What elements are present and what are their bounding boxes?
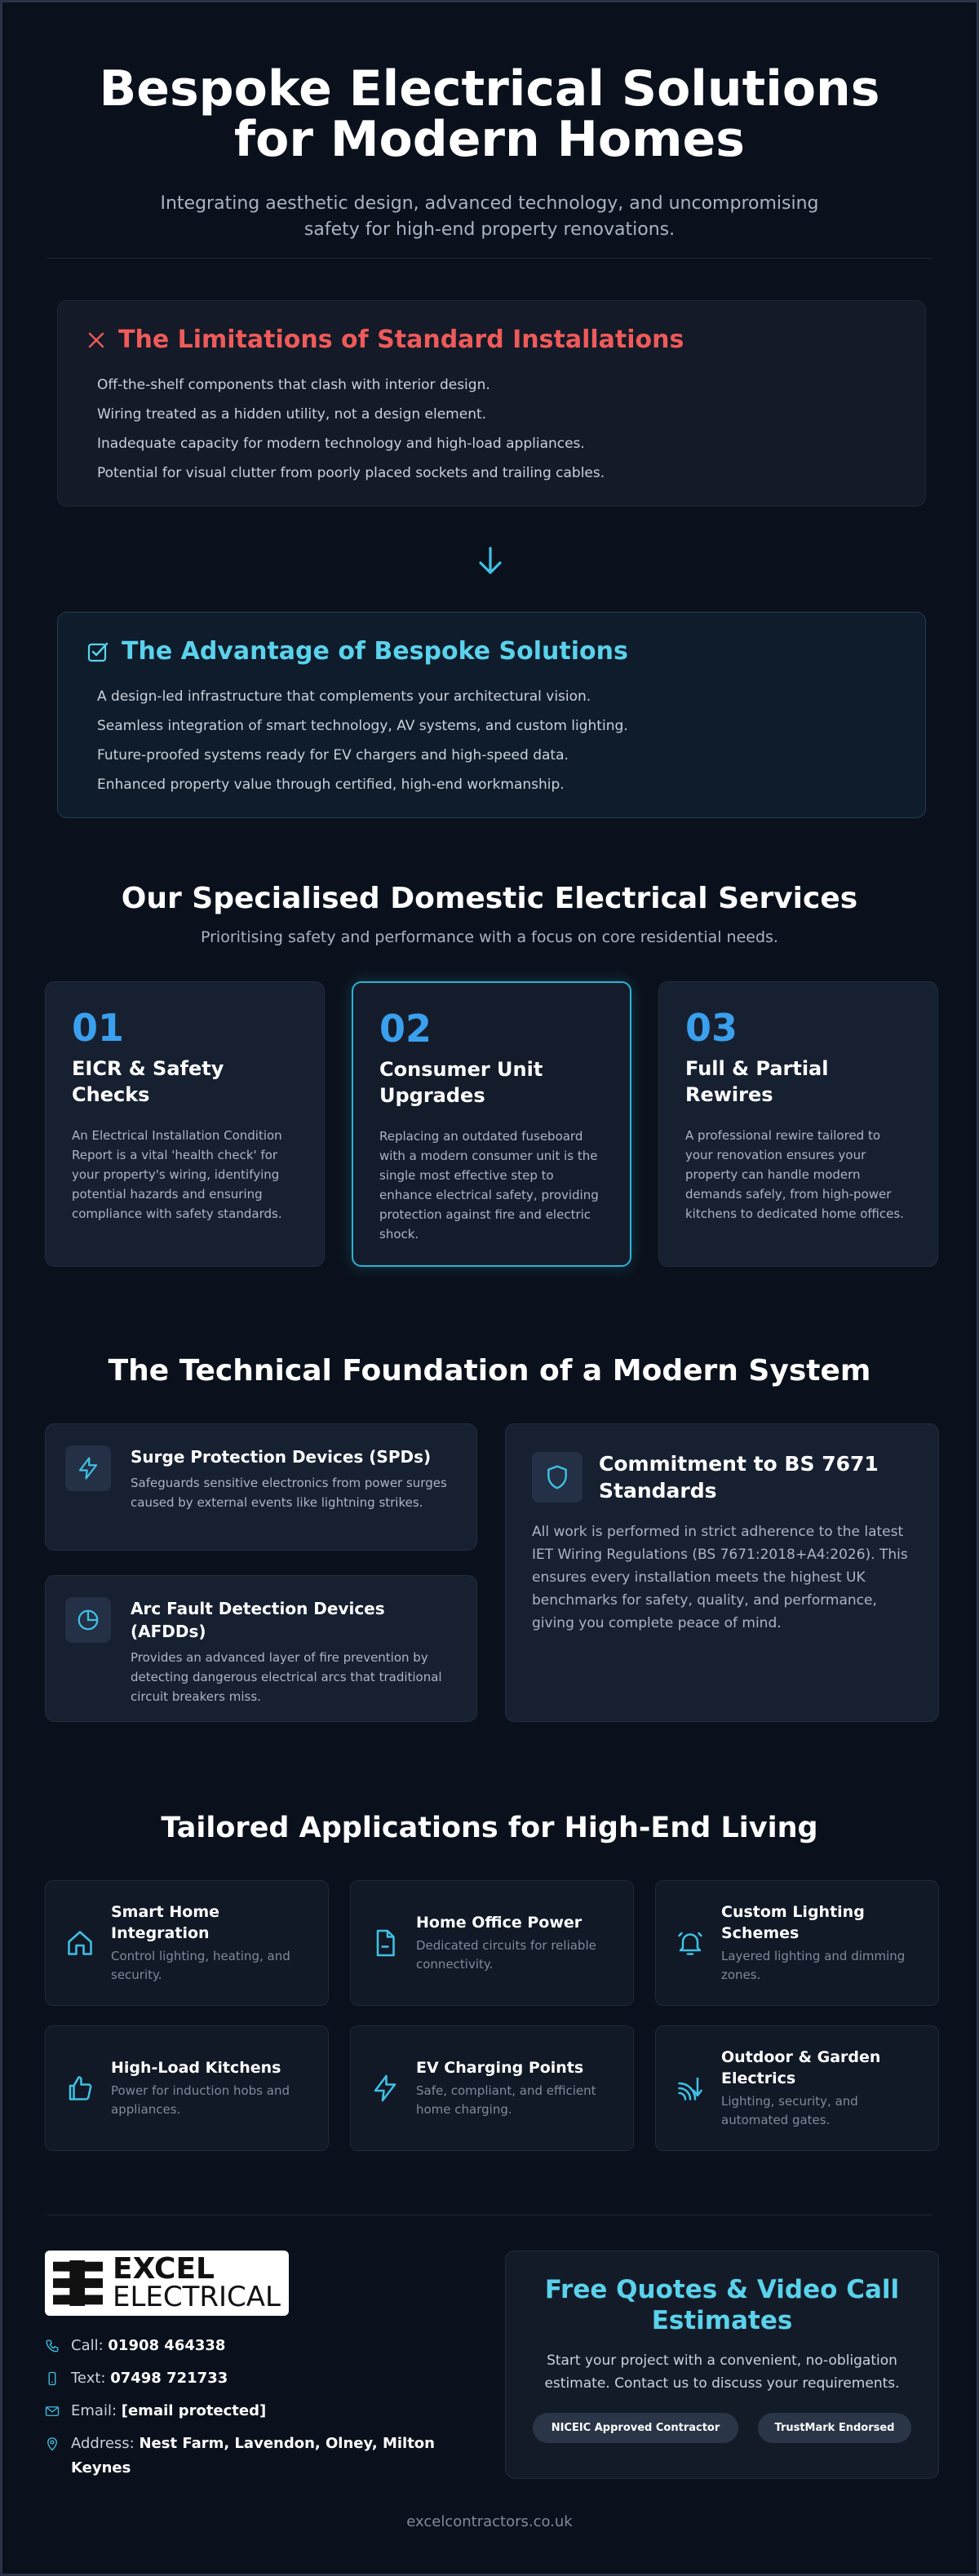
advantage-title: The Advantage of Bespoke Solutions	[122, 637, 628, 666]
spd-title: Surge Protection Devices (SPDs)	[131, 1447, 432, 1467]
afdd-title: Arc Fault Detection Devices (AFDDs)	[131, 1599, 385, 1641]
spd-description: Safeguards sensitive electronics from power surges caused by external events like lightning strikes.	[131, 1476, 447, 1510]
bs7671-card	[505, 1423, 939, 1722]
applications-heading: Tailored Applications for High-End Living	[161, 1812, 818, 1844]
service-name: Full & Partial Rewires	[685, 1057, 829, 1106]
phone-number[interactable]: 01908 464338	[108, 2337, 226, 2354]
service-description: Replacing an outdated fuseboard with a modern consumer unit is the single most effective step to enhance electrical safety, providing protection against fire and electric shock.	[379, 1129, 599, 1242]
niceic-badge: NICEIC Approved Contractor	[533, 2413, 738, 2443]
location-pin-icon	[45, 2437, 60, 2451]
bell-icon	[676, 1928, 705, 1958]
app-description: Layered lighting and dimming zones.	[721, 1949, 906, 1982]
home-icon	[65, 1928, 95, 1958]
page-subtitle: Integrating aesthetic design, advanced technology, and uncompromising safety for high-end property renovations.	[160, 193, 819, 240]
list-item: Inadequate capacity for modern technology and high-load appliances.	[97, 436, 585, 452]
app-description: Control lighting, heating, and security.	[111, 1949, 290, 1982]
quote-panel	[505, 2251, 939, 2479]
thumbs-up-icon	[65, 2074, 95, 2103]
contact-label: Email:	[71, 2402, 117, 2419]
signal-icon	[676, 2074, 705, 2103]
app-title: Smart Home Integration	[111, 1903, 220, 1942]
shield-icon	[544, 1464, 570, 1490]
afdd-card	[45, 1575, 477, 1722]
quote-title: Free Quotes & Video Call Estimates	[544, 2275, 900, 2335]
logo-text-bottom: ELECTRICAL	[112, 2281, 281, 2313]
list-item: Potential for visual clutter from poorly placed sockets and trailing cables.	[97, 465, 605, 481]
company-logo	[45, 2251, 289, 2316]
spd-card	[45, 1423, 477, 1551]
list-item: Seamless integration of smart technology, AV systems, and custom lighting.	[97, 718, 628, 734]
contact-label: Call:	[71, 2337, 104, 2354]
document-icon	[370, 1928, 400, 1958]
contact-label: Text:	[71, 2370, 106, 2387]
address: Nest Farm, Lavendon, Olney, Milton Keynes	[71, 2435, 435, 2476]
mail-icon	[45, 2404, 60, 2419]
lightning-icon	[76, 1456, 100, 1481]
app-title: EV Charging Points	[416, 2059, 584, 2077]
service-description: A professional rewire tailored to your renovation ensures your property can handle modern demands safely, from high-power kitchens to dedicated home offices.	[685, 1128, 904, 1221]
app-card-smart-home	[45, 1880, 329, 2006]
services-heading: Our Specialised Domestic Electrical Services	[121, 882, 858, 915]
app-description: Lighting, security, and automated gates.	[721, 2094, 858, 2127]
app-title: Custom Lighting Schemes	[721, 1903, 865, 1942]
contact-email[interactable]	[45, 2399, 485, 2423]
app-description: Power for induction hobs and appliances.	[111, 2083, 290, 2117]
service-name: Consumer Unit Upgrades	[379, 1058, 543, 1107]
list-item: Off-the-shelf components that clash with interior design.	[97, 377, 490, 393]
list-item: A design-led infrastructure that complements your architectural vision.	[97, 688, 591, 705]
pie-chart-icon	[76, 1608, 100, 1632]
app-description: Dedicated circuits for reliable connectivity.	[416, 1938, 596, 1972]
technical-heading: The Technical Foundation of a Modern System	[108, 1354, 871, 1388]
logo-mark-icon	[53, 2256, 103, 2310]
trustmark-badge: TrustMark Endorsed	[758, 2413, 911, 2443]
service-card-consumer-unit[interactable]	[352, 981, 631, 1267]
divider	[47, 258, 932, 259]
mobile-icon	[45, 2371, 60, 2386]
service-number: 03	[685, 1006, 738, 1050]
app-title: High-Load Kitchens	[111, 2059, 281, 2077]
afdd-description: Provides an advanced layer of fire prevention by detecting dangerous electrical arcs that traditional circuit breakers miss.	[131, 1650, 442, 1704]
app-card-kitchens	[45, 2025, 329, 2151]
service-name: EICR & Safety Checks	[72, 1057, 224, 1106]
footer-website[interactable]: excelcontractors.co.uk	[406, 2513, 573, 2530]
list-item: Future-proofed systems ready for EV chargers and high-speed data.	[97, 747, 569, 764]
quote-text: Start your project with a convenient, no-obligation estimate. Contact us to discuss your requirements.	[544, 2352, 900, 2392]
contact-call[interactable]	[45, 2334, 485, 2358]
phone-icon	[45, 2339, 60, 2353]
text-number[interactable]: 07498 721733	[110, 2370, 228, 2387]
service-description: An Electrical Installation Condition Report is a vital 'health check' for your property's wiring, identifying potential hazards and ensuring compliance with safety standards.	[72, 1128, 282, 1221]
list-item: Wiring treated as a hidden utility, not a design element.	[97, 406, 487, 423]
x-icon	[87, 331, 105, 349]
bs7671-title: Commitment to BS 7671 Standards	[599, 1452, 879, 1503]
list-item: Enhanced property value through certified, high-end workmanship.	[97, 777, 565, 793]
contact-label: Address:	[71, 2435, 135, 2452]
contact-text[interactable]	[45, 2366, 485, 2391]
limitations-panel	[57, 300, 926, 507]
app-description: Safe, compliant, and efficient home charging.	[416, 2083, 596, 2117]
service-number: 02	[379, 1007, 432, 1051]
contact-address	[45, 2432, 485, 2481]
lightning-icon	[370, 2074, 400, 2103]
logo-text-top: EXCEL	[112, 2252, 215, 2286]
app-title: Home Office Power	[416, 1914, 583, 1932]
arrow-down-icon	[476, 545, 505, 578]
advantage-panel	[57, 612, 926, 818]
app-card-outdoor	[655, 2025, 939, 2151]
limitations-title: The Limitations of Standard Installations	[118, 325, 684, 354]
contact-details	[45, 2334, 485, 2489]
app-card-ev-charging	[350, 2025, 634, 2151]
hero	[2, 2, 977, 243]
bs7671-description: All work is performed in strict adherence to the latest IET Wiring Regulations (BS 7671:2018+A4:2026). This ensures every installation meets the highest UK benchmarks for safety, quality, and performance, giving you complete peace of mind.	[532, 1524, 908, 1631]
app-card-lighting	[655, 1880, 939, 2006]
service-card-eicr[interactable]	[45, 981, 325, 1267]
checkbox-icon	[87, 641, 109, 662]
services-subheading: Prioritising safety and performance with a focus on core residential needs.	[201, 928, 778, 946]
app-card-home-office	[350, 1880, 634, 2006]
service-number: 01	[72, 1006, 125, 1050]
page-title: Bespoke Electrical Solutions for Modern Homes	[99, 60, 880, 168]
service-card-rewires[interactable]	[658, 981, 938, 1267]
app-title: Outdoor & Garden Electrics	[721, 2048, 881, 2087]
email-address[interactable]: [email protected]	[121, 2402, 267, 2419]
